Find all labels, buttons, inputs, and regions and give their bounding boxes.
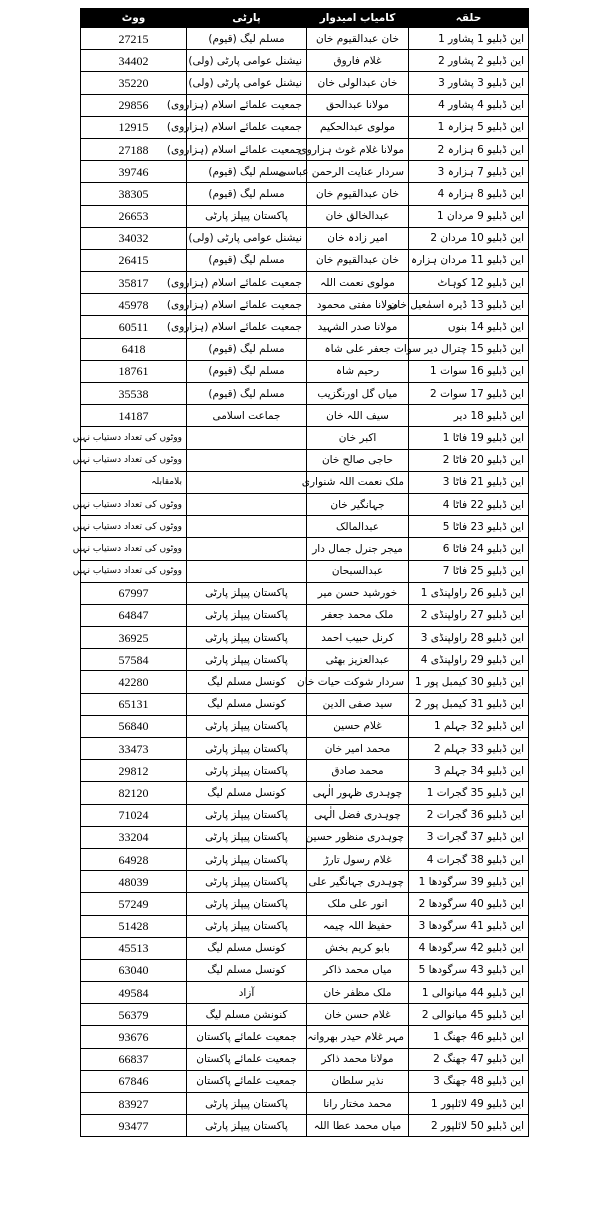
party-cell: نیشنل عوامی پارٹی (ولی) — [187, 72, 307, 94]
votes-cell: 35220 — [81, 72, 187, 94]
party-cell: کونسل مسلم لیگ — [187, 937, 307, 959]
candidate-cell: مولانا محمد ذاکر — [307, 1048, 409, 1070]
party-cell: پاکستان پیپلز پارٹی — [187, 760, 307, 782]
candidate-cell: حفیظ اللہ چیمہ — [307, 915, 409, 937]
votes-cell: 82120 — [81, 782, 187, 804]
candidate-cell: خان عبدالقیوم خان — [307, 249, 409, 271]
constituency-cell: این ڈبلیو 24 فاٹا 6 — [409, 538, 529, 560]
party-cell: پاکستان پیپلز پارٹی — [187, 715, 307, 737]
constituency-cell: این ڈبلیو 28 راولپنڈی 3 — [409, 627, 529, 649]
table-row — [81, 782, 529, 804]
votes-cell: 49584 — [81, 982, 187, 1004]
votes-cell: 36925 — [81, 627, 187, 649]
constituency-cell: این ڈبلیو 20 فاٹا 2 — [409, 449, 529, 471]
party-cell: جمعیت علمائے پاکستان — [187, 1026, 307, 1048]
party-cell: پاکستان پیپلز پارٹی — [187, 1093, 307, 1115]
votes-cell: 57584 — [81, 649, 187, 671]
party-cell — [187, 538, 307, 560]
election-results-table — [72, 8, 529, 1137]
table-row — [81, 959, 529, 981]
candidate-cell: خورشید حسن میر — [307, 582, 409, 604]
votes-cell: 27188 — [81, 138, 187, 160]
table-row — [81, 826, 529, 848]
candidate-cell: ملک نعمت اللہ شنواری — [307, 471, 409, 493]
party-cell: جمعیت علمائے اسلام (ہزاروی) — [187, 294, 307, 316]
constituency-cell: این ڈبلیو 7 ہزارہ 3 — [409, 161, 529, 183]
constituency-cell: این ڈبلیو 44 میانوالی 1 — [409, 982, 529, 1004]
votes-cell: 57249 — [81, 893, 187, 915]
votes-cell: 83927 — [81, 1093, 187, 1115]
votes-cell: 51428 — [81, 915, 187, 937]
constituency-cell: این ڈبلیو 12 کوہاٹ — [409, 272, 529, 294]
constituency-cell: این ڈبلیو 38 گجرات 4 — [409, 848, 529, 870]
table-row — [81, 848, 529, 870]
candidate-cell: مہر غلام حیدر بھروانہ — [307, 1026, 409, 1048]
table-row — [81, 538, 529, 560]
party-cell: کونسل مسلم لیگ — [187, 959, 307, 981]
votes-cell: 14187 — [81, 405, 187, 427]
votes-cell: 33473 — [81, 738, 187, 760]
candidate-cell: مولوی عبدالحکیم — [307, 116, 409, 138]
candidate-cell: عبدالسبحان — [307, 560, 409, 582]
constituency-cell: این ڈبلیو 41 سرگودھا 3 — [409, 915, 529, 937]
candidate-cell: عبدالخالق خان — [307, 205, 409, 227]
party-cell: جمعیت علمائے اسلام (ہزاروی) — [187, 316, 307, 338]
table-row — [81, 1048, 529, 1070]
table-row — [81, 871, 529, 893]
header-votes: ووٹ — [81, 9, 187, 28]
constituency-cell: این ڈبلیو 40 سرگودھا 2 — [409, 893, 529, 915]
table-row — [81, 294, 529, 316]
table-row — [81, 116, 529, 138]
constituency-cell: این ڈبلیو 47 جھنگ 2 — [409, 1048, 529, 1070]
votes-cell: 35538 — [81, 383, 187, 405]
constituency-cell: این ڈبلیو 10 مردان 2 — [409, 227, 529, 249]
candidate-cell: چوہدری منظور حسین — [307, 826, 409, 848]
votes-cell: 12915 — [81, 116, 187, 138]
party-cell: مسلم لیگ (قیوم) — [187, 360, 307, 382]
table-row — [81, 1004, 529, 1026]
table-row — [81, 449, 529, 471]
votes-cell: 64847 — [81, 604, 187, 626]
party-cell — [187, 560, 307, 582]
votes-cell: ووٹوں کی تعداد دستیاب نہیں — [81, 493, 187, 515]
votes-cell: 67846 — [81, 1070, 187, 1092]
constituency-cell: این ڈبلیو 22 فاٹا 4 — [409, 493, 529, 515]
candidate-cell: خان عبدالولی خان — [307, 72, 409, 94]
candidate-cell: مولانا صدر الشہید — [307, 316, 409, 338]
constituency-cell: این ڈبلیو 50 لائلپور 2 — [409, 1115, 529, 1137]
party-cell — [187, 471, 307, 493]
party-cell: پاکستان پیپلز پارٹی — [187, 205, 307, 227]
table-row — [81, 1115, 529, 1137]
votes-cell: ووٹوں کی تعداد دستیاب نہیں — [81, 538, 187, 560]
party-cell: کونسل مسلم لیگ — [187, 671, 307, 693]
candidate-cell: میجر جنرل جمال دار — [307, 538, 409, 560]
table-row — [81, 72, 529, 94]
table-row — [81, 516, 529, 538]
table-row — [81, 316, 529, 338]
candidate-cell: خان عبدالقیوم خان — [307, 183, 409, 205]
candidate-cell: غلام رسول تارڑ — [307, 848, 409, 870]
votes-cell: 34032 — [81, 227, 187, 249]
table-row — [81, 183, 529, 205]
party-cell: جمعیت علمائے اسلام (ہزاروی) — [187, 138, 307, 160]
table-row — [81, 671, 529, 693]
votes-cell: 6418 — [81, 338, 187, 360]
candidate-cell: کرنل حبیب احمد — [307, 627, 409, 649]
votes-cell: 34402 — [81, 50, 187, 72]
party-cell: پاکستان پیپلز پارٹی — [187, 893, 307, 915]
party-cell: جمعیت علمائے پاکستان — [187, 1048, 307, 1070]
votes-cell: ووٹوں کی تعداد دستیاب نہیں — [81, 560, 187, 582]
candidate-cell: مولانا غلام غوث ہزاروی — [307, 138, 409, 160]
votes-cell: 38305 — [81, 183, 187, 205]
constituency-cell: این ڈبلیو 43 سرگودھا 5 — [409, 959, 529, 981]
party-cell: مسلم لیگ (قیوم) — [187, 383, 307, 405]
constituency-cell: این ڈبلیو 14 بنوں — [409, 316, 529, 338]
party-cell: پاکستان پیپلز پارٹی — [187, 649, 307, 671]
table-row — [81, 405, 529, 427]
table-row — [81, 715, 529, 737]
candidate-cell: میاں محمد عطا اللہ — [307, 1115, 409, 1137]
constituency-cell: این ڈبلیو 6 ہزارہ 2 — [409, 138, 529, 160]
votes-cell: 35817 — [81, 272, 187, 294]
party-cell: پاکستان پیپلز پارٹی — [187, 826, 307, 848]
candidate-cell: مولانا مفتی محمود — [307, 294, 409, 316]
table-row — [81, 915, 529, 937]
votes-cell: 26653 — [81, 205, 187, 227]
table-row — [81, 1026, 529, 1048]
constituency-cell: این ڈبلیو 18 دیر — [409, 405, 529, 427]
votes-cell: 60511 — [81, 316, 187, 338]
table-row — [81, 161, 529, 183]
constituency-cell: این ڈبلیو 1 پشاور 1 — [409, 28, 529, 50]
candidate-cell: اکبر خان — [307, 427, 409, 449]
candidate-cell: عبدالعزیز بھٹی — [307, 649, 409, 671]
party-cell: پاکستان پیپلز پارٹی — [187, 604, 307, 626]
constituency-cell: این ڈبلیو 16 سوات 1 — [409, 360, 529, 382]
party-cell: پاکستان پیپلز پارٹی — [187, 738, 307, 760]
votes-cell: 65131 — [81, 693, 187, 715]
candidate-cell: غلام حسن خان — [307, 1004, 409, 1026]
constituency-cell: این ڈبلیو 27 راولپنڈی 2 — [409, 604, 529, 626]
table-row — [81, 249, 529, 271]
table-row — [81, 582, 529, 604]
table-row — [81, 138, 529, 160]
candidate-cell: چوہدری ظہور الٰہی — [307, 782, 409, 804]
candidate-cell: میاں گل اورنگزیب — [307, 383, 409, 405]
candidate-cell: سردار عنایت الرحمن عباسی — [307, 161, 409, 183]
table-row — [81, 760, 529, 782]
candidate-cell: محمد صادق — [307, 760, 409, 782]
constituency-cell: این ڈبلیو 37 گجرات 3 — [409, 826, 529, 848]
candidate-cell: میاں محمد ذاکر — [307, 959, 409, 981]
constituency-cell: این ڈبلیو 35 گجرات 1 — [409, 782, 529, 804]
votes-cell: ووٹوں کی تعداد دستیاب نہیں — [81, 516, 187, 538]
votes-cell: 29856 — [81, 94, 187, 116]
votes-cell: 45513 — [81, 937, 187, 959]
party-cell: کونسل مسلم لیگ — [187, 693, 307, 715]
constituency-cell: این ڈبلیو 42 سرگودھا 4 — [409, 937, 529, 959]
constituency-cell: این ڈبلیو 15 چترال دیر سوات — [409, 338, 529, 360]
votes-cell: 66837 — [81, 1048, 187, 1070]
party-cell: جمعیت علمائے پاکستان — [187, 1070, 307, 1092]
votes-cell: 56840 — [81, 715, 187, 737]
votes-cell: 67997 — [81, 582, 187, 604]
results-body — [72, 28, 529, 1137]
party-cell: جمعیت علمائے اسلام (ہزاروی) — [187, 272, 307, 294]
candidate-cell: عبدالمالک — [307, 516, 409, 538]
candidate-cell: ملک مظفر خان — [307, 982, 409, 1004]
votes-cell: 48039 — [81, 871, 187, 893]
constituency-cell: این ڈبلیو 21 فاٹا 3 — [409, 471, 529, 493]
table-row — [81, 604, 529, 626]
candidate-cell: محمد مختار رانا — [307, 1093, 409, 1115]
constituency-cell: این ڈبلیو 39 سرگودھا 1 — [409, 871, 529, 893]
votes-cell: 26415 — [81, 249, 187, 271]
votes-cell: 18761 — [81, 360, 187, 382]
votes-cell: 33204 — [81, 826, 187, 848]
constituency-cell: این ڈبلیو 4 پشاور 4 — [409, 94, 529, 116]
header-constituency: حلقہ — [409, 9, 529, 28]
table-row — [81, 28, 529, 50]
constituency-cell: این ڈبلیو 3 پشاور 3 — [409, 72, 529, 94]
candidate-cell: سید صفی الدین — [307, 693, 409, 715]
table-row — [81, 94, 529, 116]
table-row — [81, 493, 529, 515]
candidate-cell: رحیم شاہ — [307, 360, 409, 382]
votes-cell: ووٹوں کی تعداد دستیاب نہیں — [81, 427, 187, 449]
constituency-cell: این ڈبلیو 49 لائلپور 1 — [409, 1093, 529, 1115]
party-cell: کنونشن مسلم لیگ — [187, 1004, 307, 1026]
candidate-cell: جعفر علی شاہ — [307, 338, 409, 360]
table-row — [81, 937, 529, 959]
votes-cell: 93477 — [81, 1115, 187, 1137]
votes-cell: 39746 — [81, 161, 187, 183]
party-cell — [187, 449, 307, 471]
votes-cell: 56379 — [81, 1004, 187, 1026]
party-cell: مسلم لیگ (قیوم) — [187, 338, 307, 360]
constituency-cell: این ڈبلیو 25 فاٹا 7 — [409, 560, 529, 582]
candidate-cell: سردار شوکت حیات خان — [307, 671, 409, 693]
table-row — [81, 738, 529, 760]
candidate-cell: مولانا عبدالحق — [307, 94, 409, 116]
party-cell: مسلم لیگ (قیوم) — [187, 161, 307, 183]
candidate-cell: امیر زادہ خان — [307, 227, 409, 249]
votes-cell: 42280 — [81, 671, 187, 693]
table-row — [81, 560, 529, 582]
header-row — [81, 9, 529, 28]
constituency-cell: این ڈبلیو 46 جھنگ 1 — [409, 1026, 529, 1048]
constituency-cell: این ڈبلیو 32 جہلم 1 — [409, 715, 529, 737]
results-table-container — [72, 8, 528, 1137]
party-cell — [187, 427, 307, 449]
table-row — [81, 627, 529, 649]
party-cell: پاکستان پیپلز پارٹی — [187, 582, 307, 604]
candidate-cell: غلام فاروق — [307, 50, 409, 72]
party-cell: پاکستان پیپلز پارٹی — [187, 627, 307, 649]
party-cell: جماعت اسلامی — [187, 405, 307, 427]
table-row — [81, 205, 529, 227]
table-row — [81, 338, 529, 360]
constituency-cell: این ڈبلیو 29 راولپنڈی 4 — [409, 649, 529, 671]
party-cell: مسلم لیگ (قیوم) — [187, 183, 307, 205]
party-cell — [187, 493, 307, 515]
party-cell: مسلم لیگ (قیوم) — [187, 249, 307, 271]
candidate-cell: چوہدری فضل الٰہی — [307, 804, 409, 826]
votes-cell: 45978 — [81, 294, 187, 316]
party-cell: پاکستان پیپلز پارٹی — [187, 915, 307, 937]
constituency-cell: این ڈبلیو 9 مردان 1 — [409, 205, 529, 227]
candidate-cell: نذیر سلطان — [307, 1070, 409, 1092]
constituency-cell: این ڈبلیو 2 پشاور 2 — [409, 50, 529, 72]
constituency-cell: این ڈبلیو 23 فاٹا 5 — [409, 516, 529, 538]
constituency-cell: این ڈبلیو 34 جہلم 3 — [409, 760, 529, 782]
table-row — [81, 427, 529, 449]
constituency-cell: این ڈبلیو 48 جھنگ 3 — [409, 1070, 529, 1092]
votes-cell: 64928 — [81, 848, 187, 870]
table-row — [81, 693, 529, 715]
constituency-cell: این ڈبلیو 5 ہزارہ 1 — [409, 116, 529, 138]
constituency-cell: این ڈبلیو 31 کیمبل پور 2 — [409, 693, 529, 715]
party-cell: مسلم لیگ (قیوم) — [187, 28, 307, 50]
party-cell: پاکستان پیپلز پارٹی — [187, 871, 307, 893]
table-row — [81, 1070, 529, 1092]
header-candidate: کامیاب امیدوار — [307, 9, 409, 28]
party-cell: آزاد — [187, 982, 307, 1004]
votes-cell: 27215 — [81, 28, 187, 50]
constituency-cell: این ڈبلیو 11 مردان ہزارہ — [409, 249, 529, 271]
table-row — [81, 893, 529, 915]
candidate-cell: چوہدری جہانگیر علی — [307, 871, 409, 893]
constituency-cell: این ڈبلیو 33 جہلم 2 — [409, 738, 529, 760]
table-row — [81, 360, 529, 382]
votes-cell: بلامقابلہ — [81, 471, 187, 493]
party-cell: نیشنل عوامی پارٹی (ولی) — [187, 227, 307, 249]
table-row — [81, 227, 529, 249]
candidate-cell: سیف اللہ خان — [307, 405, 409, 427]
constituency-cell: این ڈبلیو 17 سوات 2 — [409, 383, 529, 405]
table-row — [81, 272, 529, 294]
constituency-cell: این ڈبلیو 26 راولپنڈی 1 — [409, 582, 529, 604]
party-cell: جمعیت علمائے اسلام (ہزاروی) — [187, 94, 307, 116]
party-cell: کونسل مسلم لیگ — [187, 782, 307, 804]
candidate-cell: مولوی نعمت اللہ — [307, 272, 409, 294]
party-cell — [187, 516, 307, 538]
constituency-cell: این ڈبلیو 36 گجرات 2 — [409, 804, 529, 826]
candidate-cell: غلام حسین — [307, 715, 409, 737]
candidate-cell: ملک محمد جعفر — [307, 604, 409, 626]
constituency-cell: این ڈبلیو 13 ڈیرہ اسمٰعیل خان — [409, 294, 529, 316]
votes-cell: 93676 — [81, 1026, 187, 1048]
party-cell: جمعیت علمائے اسلام (ہزاروی) — [187, 116, 307, 138]
votes-cell: ووٹوں کی تعداد دستیاب نہیں — [81, 449, 187, 471]
constituency-cell: این ڈبلیو 19 فاٹا 1 — [409, 427, 529, 449]
party-cell: پاکستان پیپلز پارٹی — [187, 848, 307, 870]
table-row — [81, 1093, 529, 1115]
party-cell: پاکستان پیپلز پارٹی — [187, 1115, 307, 1137]
candidate-cell: جہانگیر خان — [307, 493, 409, 515]
constituency-cell: این ڈبلیو 45 میانوالی 2 — [409, 1004, 529, 1026]
constituency-cell: این ڈبلیو 30 کیمبل پور 1 — [409, 671, 529, 693]
constituency-cell: این ڈبلیو 8 ہزارہ 4 — [409, 183, 529, 205]
table-row — [81, 649, 529, 671]
candidate-cell: بابو کریم بخش — [307, 937, 409, 959]
party-cell: نیشنل عوامی پارٹی (ولی) — [187, 50, 307, 72]
party-cell: پاکستان پیپلز پارٹی — [187, 804, 307, 826]
candidate-cell: خان عبدالقیوم خان — [307, 28, 409, 50]
table-row — [81, 50, 529, 72]
table-row — [81, 383, 529, 405]
candidate-cell: انور علی ملک — [307, 893, 409, 915]
votes-cell: 29812 — [81, 760, 187, 782]
header-party: پارٹی — [187, 9, 307, 28]
table-row — [81, 982, 529, 1004]
table-row — [81, 471, 529, 493]
candidate-cell: حاجی صالح خان — [307, 449, 409, 471]
candidate-cell: محمد امیر خان — [307, 738, 409, 760]
votes-cell: 71024 — [81, 804, 187, 826]
table-row — [81, 804, 529, 826]
votes-cell: 63040 — [81, 959, 187, 981]
